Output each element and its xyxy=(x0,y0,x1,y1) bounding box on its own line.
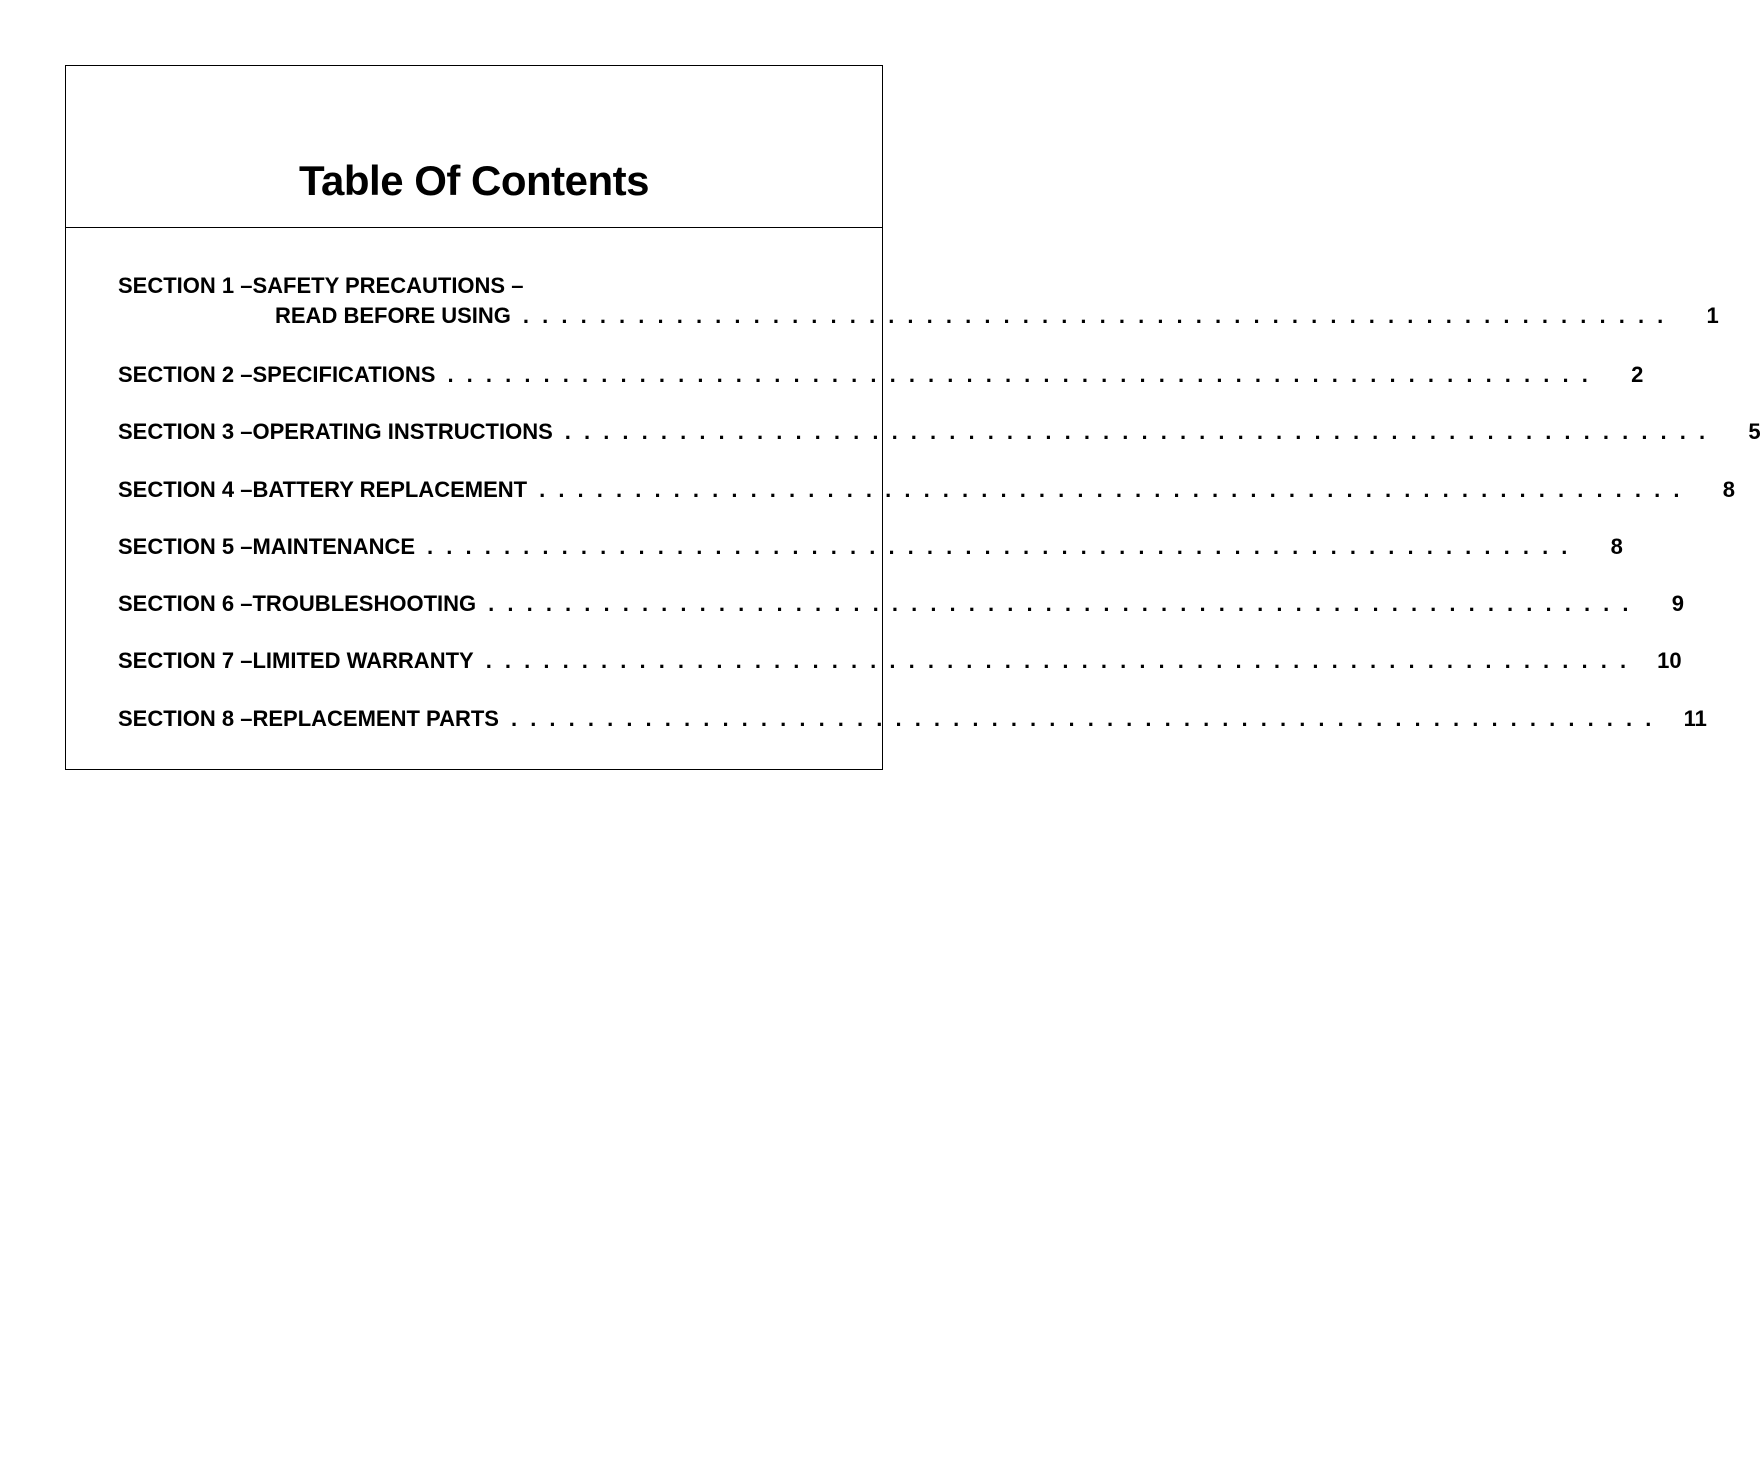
toc-header xyxy=(66,66,882,228)
dot-leader: . . . . . . . . . . . . . . . . . . . . . . . . . . . . . . . . . . . . . . . . . . . . . . . . . . . . . . . . . . . . xyxy=(539,477,1683,502)
entry-section-number: SECTION 1 – xyxy=(118,273,253,298)
entry-page-number: 8 xyxy=(1722,477,1735,502)
entry-section-number: SECTION 7 – xyxy=(118,648,253,673)
entry-section-number: SECTION 5 – xyxy=(118,534,253,559)
toc-entry-section-7[interactable] xyxy=(118,646,1682,676)
entry-page-number: 1 xyxy=(1706,303,1719,328)
toc-entry-section-2[interactable] xyxy=(118,360,1644,390)
dot-leader: . . . . . . . . . . . . . . . . . . . . . . . . . . . . . . . . . . . . . . . . . . . . . . . . . . . . . . . . . . . . xyxy=(522,303,1667,328)
entry-page-number: 11 xyxy=(1683,706,1707,731)
entry-title: REPLACEMENT PARTS xyxy=(252,706,499,731)
entry-title: LIMITED WARRANTY xyxy=(252,648,474,673)
entry-section-number: SECTION 4 – xyxy=(118,477,253,502)
page-title: Table Of Contents xyxy=(298,157,650,204)
entry-section-number: SECTION 2 – xyxy=(118,362,253,387)
entry-title: SAFETY PRECAUTIONS – xyxy=(252,273,524,298)
dot-leader: . . . . . . . . . . . . . . . . . . . . . . . . . . . . . . . . . . . . . . . . . . . . . . . . . . . . . . . . . . . . xyxy=(447,362,1592,387)
entry-page-number: 8 xyxy=(1610,534,1623,559)
entry-title: MAINTENANCE xyxy=(252,534,416,559)
toc-entry-section-4[interactable] xyxy=(118,475,1735,505)
toc-box xyxy=(65,65,1761,770)
dot-leader: . . . . . . . . . . . . . . . . . . . . . . . . . . . . . . . . . . . . . . . . . . . . . . . . . . . . . . . . . . . . xyxy=(485,648,1630,673)
toc-entry-section-5[interactable] xyxy=(118,532,1623,562)
entry-section-number: SECTION 8 – xyxy=(118,706,253,731)
entry-section-number: SECTION 3 – xyxy=(118,419,253,444)
toc-entry-section-6[interactable] xyxy=(118,589,1685,619)
entry-title: SPECIFICATIONS xyxy=(252,362,436,387)
entry-title-continuation: READ BEFORE USING xyxy=(275,303,511,328)
dot-leader: . . . . . . . . . . . . . . . . . . . . . . . . . . . . . . . . . . . . . . . . . . . . . . . . . . . . . . . . . . . . xyxy=(564,419,1709,444)
entry-section-number: SECTION 6 – xyxy=(118,591,253,616)
entry-page-number: 5 xyxy=(1748,419,1761,444)
entry-title: OPERATING INSTRUCTIONS xyxy=(252,419,553,444)
entry-title: TROUBLESHOOTING xyxy=(252,591,477,616)
dot-leader: . . . . . . . . . . . . . . . . . . . . . . . . . . . . . . . . . . . . . . . . . . . . . . . . . . . . . . . . . . . . xyxy=(510,706,1655,731)
entry-title: BATTERY REPLACEMENT xyxy=(252,477,528,502)
dot-leader: . . . . . . . . . . . . . . . . . . . . . . . . . . . . . . . . . . . . . . . . . . . . . . . . . . . . . . . . . . . . xyxy=(427,534,1571,559)
toc-entry-section-8[interactable] xyxy=(118,704,1707,734)
toc-entry-section-1[interactable] xyxy=(118,271,1719,331)
entry-page-number: 9 xyxy=(1671,591,1685,616)
entry-page-number: 10 xyxy=(1657,648,1682,673)
dot-leader: . . . . . . . . . . . . . . . . . . . . . . . . . . . . . . . . . . . . . . . . . . . . . . . . . . . . . . . . . . . . xyxy=(488,591,1633,616)
toc-entry-section-3[interactable] xyxy=(118,417,1761,447)
entry-page-number: 2 xyxy=(1631,362,1644,387)
